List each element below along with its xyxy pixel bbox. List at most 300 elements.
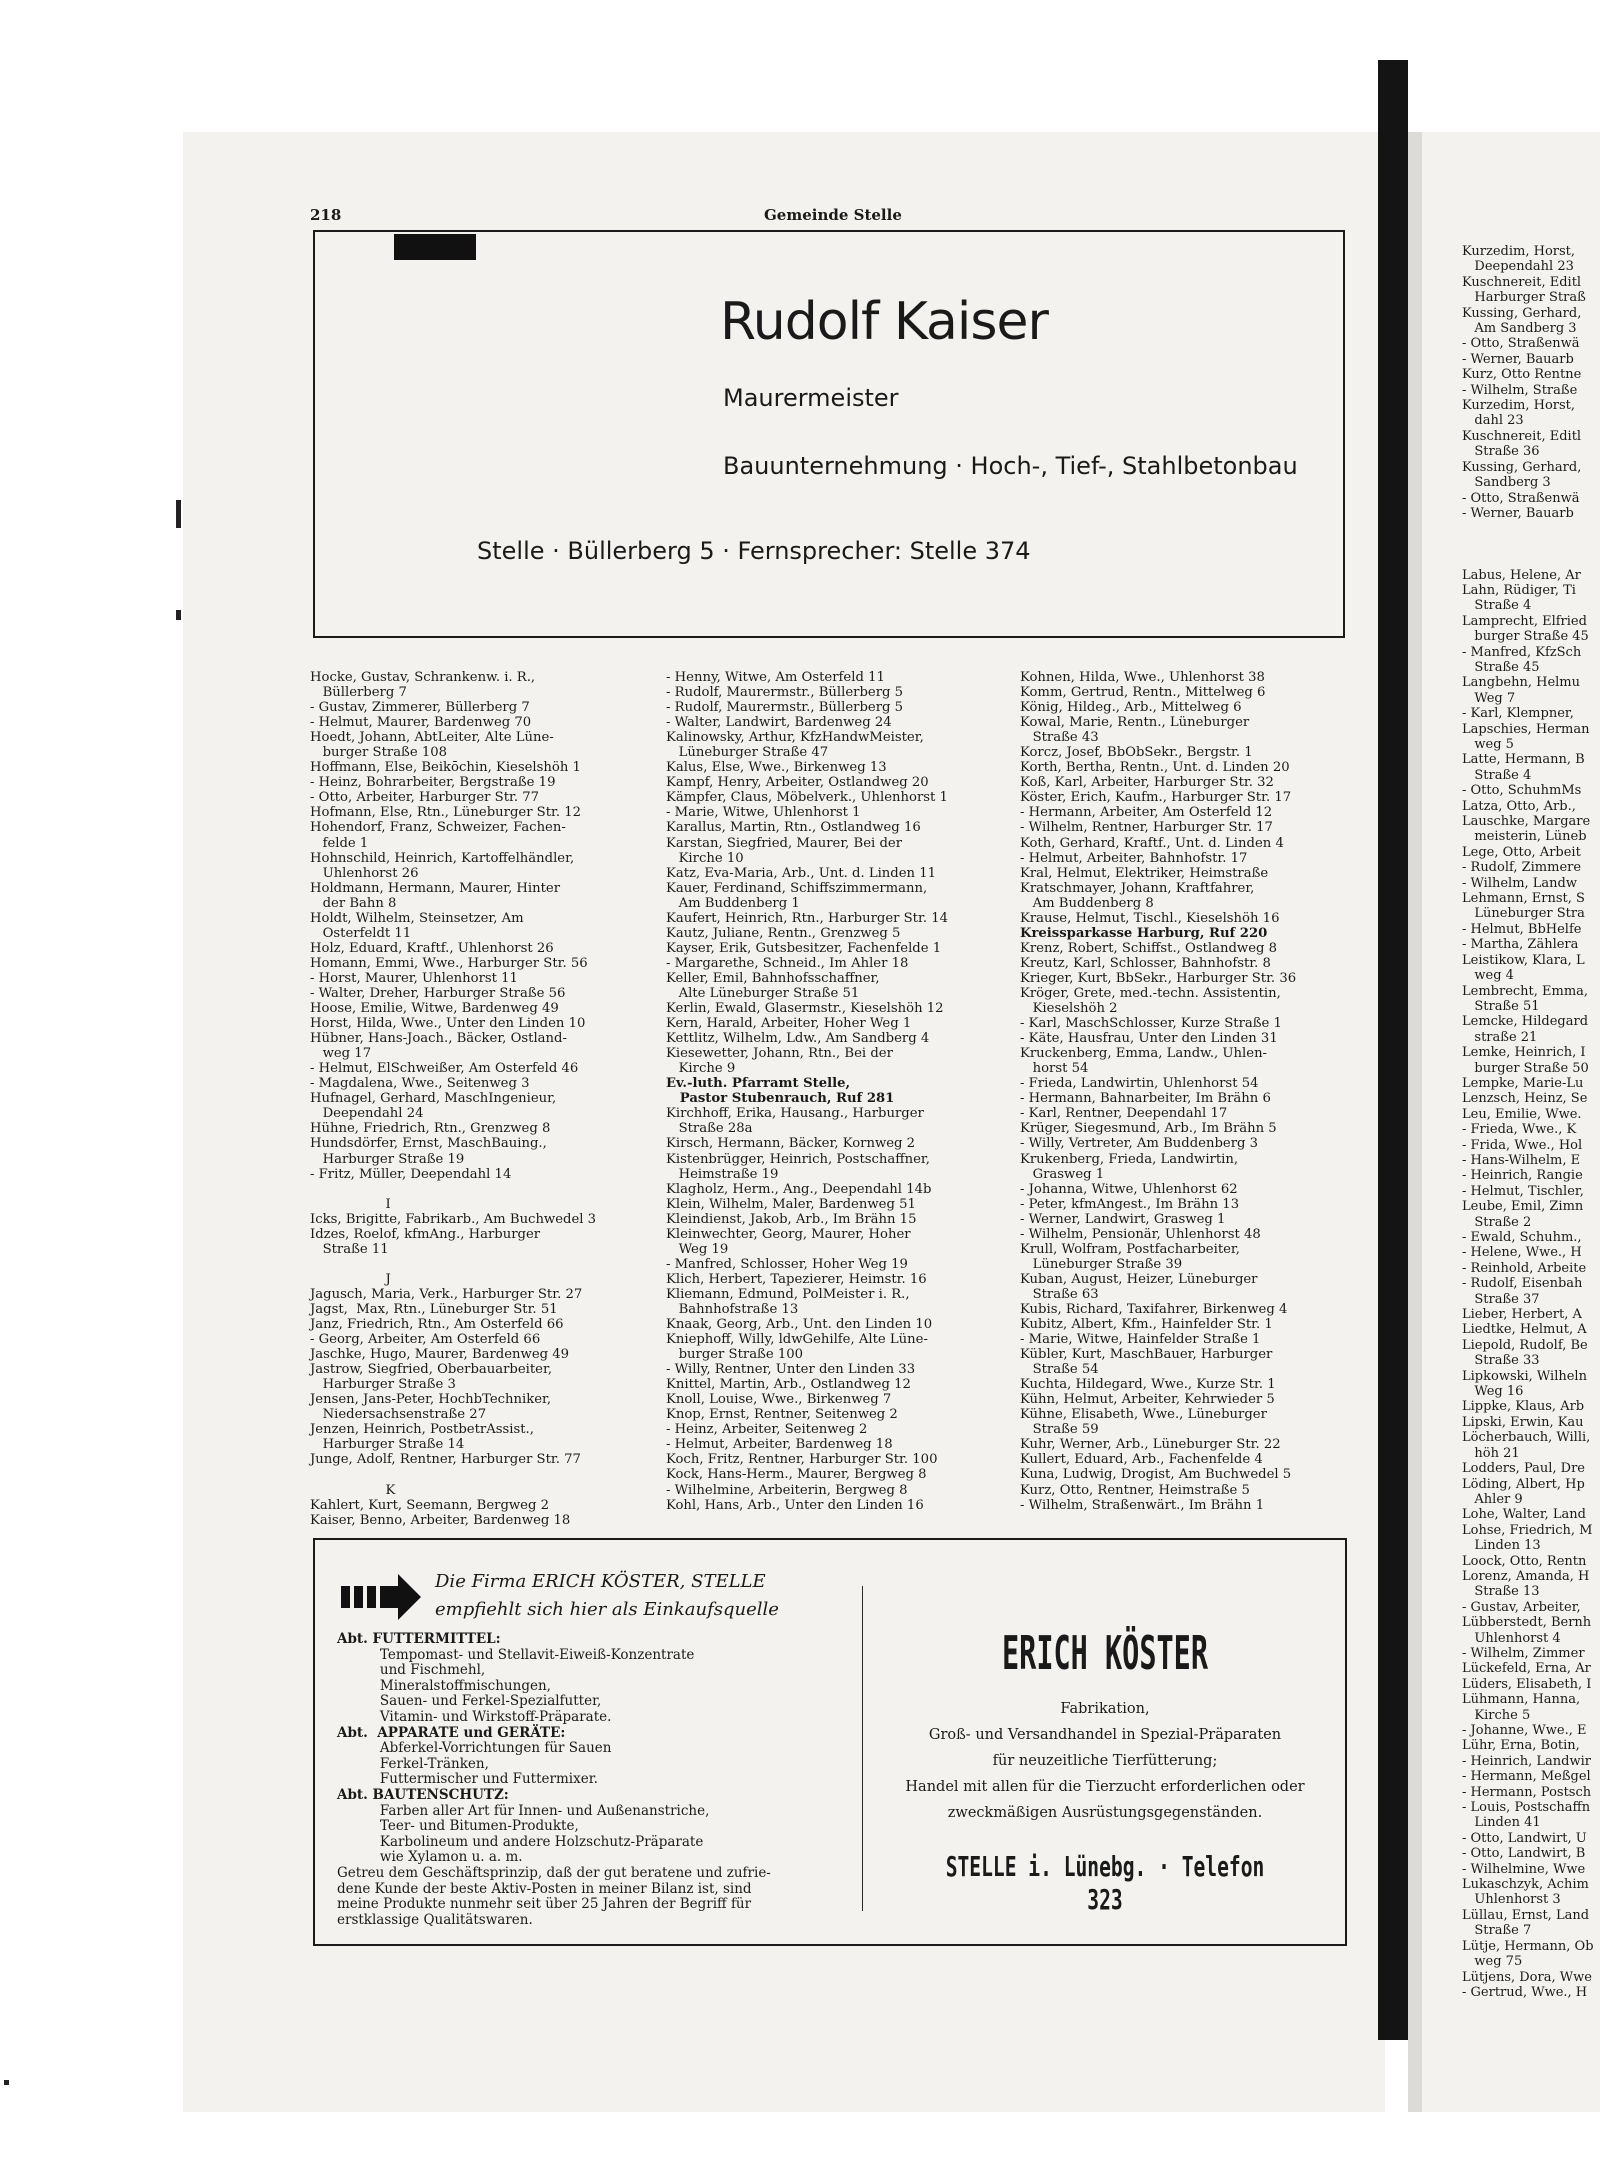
directory-entry: Kalus, Else, Wwe., Birkenweg 13: [666, 760, 887, 776]
directory-entry: - Fritz, Müller, Deependahl 14: [310, 1166, 512, 1182]
directory-entry: Lüneburger Straße 39: [1020, 1256, 1183, 1272]
directory-entry: Krause, Helmut, Tischl., Kieselshöh 16: [1020, 910, 1280, 926]
directory-entry: Kirche 5: [1462, 1707, 1531, 1723]
directory-entry: Kistenbrügger, Heinrich, Postschaffner,: [666, 1151, 930, 1167]
directory-entry: Hufnagel, Gerhard, MaschIngenieur,: [310, 1091, 557, 1107]
directory-entry: - Ewald, Schuhm.,: [1462, 1230, 1582, 1245]
directory-entry: Hübner, Hans-Joach., Bäcker, Ostland-: [310, 1031, 567, 1047]
directory-entry: Hoose, Emilie, Witwe, Bardenweg 49: [310, 1001, 559, 1017]
directory-entry: Kautz, Juliane, Rentn., Grenzweg 5: [666, 925, 901, 941]
directory-entry: Lorenz, Amanda, H: [1462, 1568, 1590, 1584]
directory-entry: Leu, Emilie, Wwe.: [1462, 1106, 1582, 1122]
directory-entry: Kreutz, Karl, Schlosser, Bahnhofstr. 8: [1020, 955, 1271, 971]
directory-entry: Kühn, Helmut, Arbeiter, Kehrwieder 5: [1020, 1392, 1275, 1408]
directory-entry: Kurz, Otto Rentne: [1462, 367, 1582, 383]
directory-entry: Lüllau, Ernst, Land: [1462, 1907, 1590, 1923]
directory-entry: Janz, Friedrich, Rtn., Am Osterfeld 66: [310, 1317, 564, 1333]
directory-entry: Kussing, Gerhard,: [1462, 459, 1582, 475]
directory-entry: Am Sandberg 3: [1462, 321, 1577, 337]
directory-entry: Heimstraße 19: [666, 1166, 779, 1182]
ad-line: Sauen- und Ferkel-Spezialfutter,: [337, 1693, 602, 1710]
directory-entry: Lembrecht, Emma,: [1462, 983, 1589, 999]
directory-entry: - Johanne, Wwe., E: [1462, 1723, 1587, 1738]
directory-entry: Büllerberg 7: [310, 685, 407, 701]
directory-entry: Kral, Helmut, Elektriker, Heimstraße: [1020, 865, 1269, 881]
directory-entry: Korcz, Josef, BbObSekr., Bergstr. 1: [1020, 745, 1253, 761]
ad-line: Tempomast- und Stellavit-Eiweiß-Konzentrate: [337, 1646, 695, 1663]
directory-entry: - Walter, Landwirt, Bardenweg 24: [666, 715, 892, 731]
ad-description-line: Fabrikation,: [1060, 1701, 1150, 1717]
directory-entry: - Wilhelmine, Arbeiterin, Bergweg 8: [666, 1482, 908, 1498]
ad-line: und Fischmehl,: [337, 1662, 486, 1679]
directory-entry: Jastrow, Siegfried, Oberbauarbeiter,: [310, 1362, 553, 1378]
directory-entry: Straße 54: [1020, 1362, 1099, 1378]
ad-line: Abferkel-Vorrichtungen für Sauen: [337, 1740, 612, 1757]
ad-line: Futtermischer und Futtermixer.: [337, 1771, 598, 1788]
ad-koester-name: ERICH KÖSTER: [1001, 1626, 1209, 1680]
directory-column-3: [1020, 670, 1296, 1513]
directory-entry: Krull, Wolfram, Postfacharbeiter,: [1020, 1241, 1240, 1257]
directory-entry: Kohnen, Hilda, Wwe., Uhlenhorst 38: [1020, 670, 1265, 685]
ad-line: Farben aller Art für Innen- und Außenanstriche,: [337, 1802, 710, 1819]
directory-entry: Straße 4: [1462, 598, 1532, 614]
directory-entry: Komm, Gertrud, Rentn., Mittelweg 6: [1020, 685, 1266, 701]
ad-line: meine Produkte nunmehr seit über 25 Jahren der Begriff für: [337, 1896, 752, 1913]
directory-entry: Lüders, Elisabeth, I: [1462, 1676, 1592, 1692]
directory-entry: Lühr, Erna, Botin,: [1462, 1738, 1580, 1754]
directory-entry: Harburger Straße 3: [310, 1377, 456, 1393]
directory-entry: - Karl, Rentner, Deependahl 17: [1020, 1106, 1228, 1122]
directory-entry: - Manfred, KfzSch: [1462, 644, 1582, 660]
directory-entry: Köster, Erich, Kaufm., Harburger Str. 17: [1020, 790, 1292, 806]
ad-intro-line: Die Firma ERICH KÖSTER, STELLE: [435, 1571, 766, 1592]
ad-line: Vitamin- und Wirkstoff-Präparate.: [337, 1708, 612, 1725]
ad-address: Stelle · Büllerberg 5 · Fernsprecher: Stelle 374: [477, 537, 1031, 565]
directory-entry: Löcherbauch, Willi,: [1462, 1430, 1591, 1446]
directory-entry: Knittel, Martin, Arb., Ostlandweg 12: [666, 1377, 911, 1393]
directory-entry: [1462, 552, 1594, 567]
directory-entry: Harburger Straß: [1462, 290, 1586, 306]
directory-entry: Harburger Straße 19: [310, 1151, 465, 1167]
directory-entry: Osterfeldt 11: [310, 925, 412, 941]
directory-entry: Uhlenhorst 26: [310, 865, 419, 881]
directory-entry: Grasweg 1: [1020, 1166, 1105, 1182]
directory-entry: Straße 2: [1462, 1214, 1532, 1230]
directory-entry: - Reinhold, Arbeite: [1462, 1260, 1587, 1276]
directory-entry: Jagst, Max, Rtn., Lüneburger Str. 51: [310, 1301, 558, 1317]
ad-line: dene Kunde der beste Aktiv-Posten in meiner Bilanz ist, sind: [337, 1880, 752, 1897]
directory-entry: höh 21: [1462, 1445, 1520, 1461]
directory-entry: Kniephoff, Willy, ldwGehilfe, Alte Lüne-: [666, 1332, 928, 1348]
directory-entry: - Käte, Hausfrau, Unter den Linden 31: [1020, 1031, 1278, 1047]
directory-entry: - Heinz, Arbeiter, Seitenweg 2: [666, 1422, 868, 1438]
directory-column-2: [666, 670, 948, 1513]
directory-entry: Liedtke, Helmut, A: [1462, 1322, 1587, 1338]
directory-entry: - Wilhelm, Pensionär, Uhlenhorst 48: [1020, 1226, 1261, 1242]
advertisement-koester: [313, 1538, 1347, 1946]
directory-entry: Kayser, Erik, Gutsbesitzer, Fachenfelde 1: [666, 940, 942, 956]
directory-entry: - Gustav, Zimmerer, Büllerberg 7: [310, 700, 530, 716]
directory-entry: Latte, Hermann, B: [1462, 752, 1585, 768]
directory-entry: [1462, 521, 1594, 536]
directory-entry: - Hermann, Meßgel: [1462, 1769, 1591, 1785]
edge-mark: [4, 2080, 9, 2085]
directory-entry: - Willy, Vertreter, Am Buddenberg 3: [1020, 1136, 1259, 1152]
directory-entry: Knop, Ernst, Rentner, Seitenweg 2: [666, 1407, 898, 1423]
directory-entry: felde 1: [310, 835, 369, 851]
directory-entry: Lenzsch, Heinz, Se: [1462, 1091, 1588, 1107]
directory-entry: Horst, Hilda, Wwe., Unter den Linden 10: [310, 1016, 586, 1032]
directory-entry: - Margarethe, Schneid., Im Ahler 18: [666, 955, 909, 971]
directory-entry: - Hermann, Bahnarbeiter, Im Brähn 6: [1020, 1091, 1271, 1107]
directory-entry: Hoedt, Johann, AbtLeiter, Alte Lüne-: [310, 730, 554, 746]
directory-entry: Kieselshöh 2: [1020, 1001, 1118, 1017]
directory-entry: Kurzedim, Horst,: [1462, 398, 1580, 414]
directory-entry: - Martha, Zählera: [1462, 937, 1579, 953]
directory-entry: - Wilhelmine, Wwe: [1462, 1861, 1586, 1877]
directory-entry: Kaufert, Heinrich, Rtn., Harburger Str. 14: [666, 910, 948, 926]
directory-entry: Jaschke, Hugo, Maurer, Bardenweg 49: [310, 1347, 570, 1363]
directory-entry: Klein, Wilhelm, Maler, Bardenweg 51: [666, 1196, 916, 1212]
directory-entry: Kliemann, Edmund, PolMeister i. R.,: [666, 1286, 910, 1302]
directory-entry: Straße 7: [1462, 1923, 1532, 1939]
directory-entry: Lukaschzyk, Achim: [1462, 1877, 1589, 1893]
edge-mark: [176, 610, 181, 620]
directory-entry: - Heinz, Bohrarbeiter, Bergstraße 19: [310, 775, 556, 791]
directory-entry: Hofmann, Else, Rtn., Lüneburger Str. 12: [310, 805, 582, 821]
directory-entry: Kirche 10: [666, 850, 744, 866]
directory-entry: - Heinrich, Landwir: [1462, 1753, 1591, 1769]
directory-entry: burger Straße 108: [310, 745, 448, 761]
ad-line: Abt. FUTTERMITTEL:: [337, 1631, 501, 1647]
directory-entry: J: [310, 1271, 391, 1287]
directory-entry: horst 54: [1020, 1061, 1089, 1077]
directory-entry: Karstan, Siegfried, Maurer, Bei der: [666, 835, 903, 851]
directory-entry: Junge, Adolf, Rentner, Harburger Str. 77: [310, 1452, 581, 1468]
ad-description-line: zweckmäßigen Ausrüstungsgegenständen.: [947, 1805, 1263, 1821]
directory-entry: Kirsch, Hermann, Bäcker, Kornweg 2: [666, 1136, 916, 1152]
directory-entry: Kühne, Elisabeth, Wwe., Lüneburger: [1020, 1407, 1267, 1423]
directory-entry: Kullert, Eduard, Arb., Fachenfelde 4: [1020, 1452, 1263, 1468]
directory-entry: Jenzen, Heinrich, PostbetrAssist.,: [310, 1422, 534, 1438]
directory-entry: - Frieda, Landwirtin, Uhlenhorst 54: [1020, 1076, 1259, 1092]
directory-entry: Kohl, Hans, Arb., Unter den Linden 16: [666, 1497, 924, 1513]
directory-entry: Homann, Emmi, Wwe., Harburger Str. 56: [310, 955, 588, 971]
directory-entry: Bahnhofstraße 13: [666, 1301, 799, 1317]
directory-entry: Lapschies, Herman: [1462, 721, 1590, 737]
directory-entry: - Peter, kfmAngest., Im Brähn 13: [1020, 1196, 1240, 1212]
directory-entry: der Bahn 8: [310, 895, 397, 911]
directory-entry: - Horst, Maurer, Uhlenhorst 11: [310, 970, 518, 986]
directory-entry: Straße 36: [1462, 444, 1540, 460]
directory-entry: - Gustav, Arbeiter,: [1462, 1599, 1581, 1615]
directory-entry: Lippke, Klaus, Arb: [1462, 1399, 1585, 1415]
directory-entry: [310, 1182, 596, 1197]
directory-entry: burger Straße 100: [666, 1347, 804, 1363]
directory-entry: Knoll, Louise, Wwe., Birkenweg 7: [666, 1392, 892, 1408]
directory-entry: Lütjens, Dora, Wwe: [1462, 1969, 1592, 1985]
directory-entry: Icks, Brigitte, Fabrikarb., Am Buchwedel 3: [310, 1211, 597, 1227]
directory-entry: - Hans-Wilhelm, E: [1462, 1152, 1581, 1168]
directory-entry: Lohe, Walter, Land: [1462, 1507, 1586, 1523]
directory-entry: Korth, Bertha, Rentn., Unt. d. Linden 20: [1020, 760, 1290, 776]
directory-entry: Alte Lüneburger Straße 51: [666, 985, 860, 1001]
directory-entry: Am Buddenberg 8: [1020, 895, 1154, 911]
directory-entry: Deependahl 24: [310, 1106, 424, 1122]
directory-entry: Straße 13: [1462, 1584, 1540, 1600]
directory-entry: Loock, Otto, Rentn: [1462, 1553, 1587, 1569]
directory-entry: Leube, Emil, Zimn: [1462, 1199, 1584, 1215]
directory-entry: - Marie, Witwe, Uhlenhorst 1: [666, 805, 861, 821]
ad-line: Abt. APPARATE und GERÄTE:: [337, 1724, 566, 1741]
directory-entry: Lemcke, Hildegard: [1462, 1014, 1589, 1030]
directory-entry: - Karl, Klempner,: [1462, 706, 1574, 722]
directory-entry: Kleindienst, Jakob, Arb., Im Brähn 15: [666, 1211, 917, 1227]
directory-column-1: [310, 670, 596, 1528]
directory-entry: Kuban, August, Heizer, Lüneburger: [1020, 1271, 1258, 1287]
ad-koester-description: [863, 1696, 1347, 1826]
ad-line: Teer- und Bitumen-Produkte,: [337, 1818, 579, 1835]
directory-entry: - Frida, Wwe., Hol: [1462, 1137, 1583, 1153]
directory-entry: - Hermann, Postsch: [1462, 1784, 1592, 1800]
directory-entry: Niedersachsenstraße 27: [310, 1407, 487, 1423]
directory-entry: Straße 37: [1462, 1291, 1540, 1307]
directory-entry: Hocke, Gustav, Schrankenw. i. R.,: [310, 670, 536, 685]
directory-entry: Krenz, Robert, Schiffst., Ostlandweg 8: [1020, 940, 1278, 956]
directory-entry: - Werner, Landwirt, Grasweg 1: [1020, 1211, 1226, 1227]
directory-entry: Labus, Helene, Ar: [1462, 567, 1581, 583]
directory-entry: Kiesewetter, Johann, Rtn., Bei der: [666, 1046, 893, 1062]
directory-entry: Löding, Albert, Hp: [1462, 1476, 1585, 1492]
directory-entry: Holdt, Wilhelm, Steinsetzer, Am: [310, 910, 524, 926]
directory-entry: Krukenberg, Frieda, Landwirtin,: [1020, 1151, 1239, 1167]
ad-line: wie Xylamon u. a. m.: [337, 1849, 523, 1866]
directory-entry: - Helmut, Maurer, Bardenweg 70: [310, 715, 532, 731]
ad-line: Ferkel-Tränken,: [337, 1755, 489, 1772]
directory-entry: - Magdalena, Wwe., Seitenweg 3: [310, 1076, 530, 1092]
directory-entry: - Wilhelm, Zimmer: [1462, 1645, 1585, 1661]
directory-entry: - Helene, Wwe., H: [1462, 1245, 1582, 1261]
directory-entry: Am Buddenberg 1: [666, 895, 800, 911]
ad-line: erstklassige Qualitätswaren.: [337, 1911, 533, 1928]
directory-entry: - Louis, Postschaffn: [1462, 1800, 1591, 1816]
directory-entry: Kuchta, Hildegard, Wwe., Kurze Str. 1: [1020, 1377, 1276, 1393]
directory-entry: - Karl, MaschSchlosser, Kurze Straße 1: [1020, 1016, 1282, 1032]
directory-entry: - Rudolf, Zimmere: [1462, 860, 1582, 876]
directory-entry: Lempke, Marie-Lu: [1462, 1075, 1584, 1091]
directory-entry: Hohnschild, Heinrich, Kartoffelhändler,: [310, 850, 575, 866]
directory-entry: Lüneburger Stra: [1462, 906, 1585, 922]
directory-entry: - Heinrich, Rangie: [1462, 1168, 1583, 1184]
directory-entry: Straße 51: [1462, 998, 1540, 1014]
directory-entry: Ev.-luth. Pfarramt Stelle,: [666, 1076, 851, 1092]
directory-entry: Kussing, Gerhard,: [1462, 305, 1582, 321]
directory-entry: Klich, Herbert, Tapezierer, Heimstr. 16: [666, 1271, 927, 1287]
directory-entry: - Helmut, Arbeiter, Bardenweg 18: [666, 1437, 893, 1453]
directory-entry: straße 21: [1462, 1029, 1538, 1045]
directory-entry: Kubis, Richard, Taxifahrer, Birkenweg 4: [1020, 1301, 1288, 1317]
directory-entry: Kauer, Ferdinand, Schiffszimmermann,: [666, 880, 928, 896]
directory-entry: Holdmann, Hermann, Maurer, Hinter: [310, 880, 561, 896]
directory-entry: Jagusch, Maria, Verk., Harburger Str. 27: [310, 1286, 583, 1302]
directory-entry: Kampf, Henry, Arbeiter, Ostlandweg 20: [666, 775, 929, 791]
directory-entry: [310, 1467, 596, 1482]
directory-entry: burger Straße 45: [1462, 629, 1589, 645]
directory-entry: - Werner, Bauarb: [1462, 351, 1574, 367]
directory-entry: Kowal, Marie, Rentn., Lüneburger: [1020, 715, 1250, 731]
ad-trade: Maurermeister: [723, 384, 899, 412]
directory-entry: Kock, Hans-Herm., Maurer, Bergweg 8: [666, 1467, 927, 1483]
directory-entry: Straße 4: [1462, 767, 1532, 783]
directory-entry: - Frieda, Wwe., K: [1462, 1122, 1577, 1138]
directory-entry: Lamprecht, Elfried: [1462, 613, 1587, 629]
next-page-fragment: [1422, 132, 1600, 2112]
directory-entry: - Otto, SchuhmMs: [1462, 783, 1582, 799]
directory-entry: Hoffmann, Else, Beikōchin, Kieselshöh 1: [310, 760, 581, 776]
directory-entry: - Georg, Arbeiter, Am Osterfeld 66: [310, 1332, 541, 1348]
directory-entry: Lückefeld, Erna, Ar: [1462, 1661, 1591, 1677]
ad-intro-line: empfiehlt sich hier als Einkaufsquelle: [435, 1599, 779, 1620]
directory-entry: Klagholz, Herm., Ang., Deependahl 14b: [666, 1181, 932, 1197]
directory-entry: - Walter, Dreher, Harburger Straße 56: [310, 985, 566, 1001]
directory-entry: König, Hildeg., Arb., Mittelweg 6: [1020, 700, 1242, 716]
directory-entry: Kuschnereit, Editl: [1462, 428, 1582, 444]
directory-entry: K: [310, 1482, 396, 1498]
directory-entry: burger Straße 50: [1462, 1060, 1589, 1076]
directory-entry: Straße 43: [1020, 730, 1099, 746]
directory-entry: Leistikow, Klara, L: [1462, 952, 1585, 968]
ad-line: Getreu dem Geschäftsprinzip, daß der gut beratene und zufrie-: [337, 1864, 771, 1881]
directory-entry: Lieber, Herbert, A: [1462, 1307, 1582, 1323]
directory-entry: - Rudolf, Maurermstr., Büllerberg 5: [666, 685, 904, 701]
directory-entry: Lodders, Paul, Dre: [1462, 1461, 1585, 1477]
directory-entry: Weg 16: [1462, 1384, 1524, 1400]
directory-entry: Kubitz, Albert, Kfm., Hainfelder Str. 1: [1020, 1317, 1273, 1333]
directory-entry: Kuna, Ludwig, Drogist, Am Buchwedel 5: [1020, 1467, 1292, 1483]
directory-entry: Latza, Otto, Arb.,: [1462, 798, 1576, 814]
ad-company-name: Rudolf Kaiser: [720, 292, 1048, 352]
directory-entry: Koß, Karl, Arbeiter, Harburger Str. 32: [1020, 775, 1274, 791]
directory-entry: dahl 23: [1462, 413, 1524, 429]
edge-mark: [176, 500, 181, 528]
directory-entry: - Otto, Straßenwä: [1462, 336, 1580, 352]
directory-entry: - Otto, Landwirt, B: [1462, 1846, 1586, 1862]
directory-entry: Weg 7: [1462, 690, 1516, 706]
directory-entry: Hühne, Friedrich, Rtn., Grenzweg 8: [310, 1121, 551, 1137]
directory-entry: weg 4: [1462, 968, 1514, 984]
directory-entry: Lohse, Friedrich, M: [1462, 1522, 1593, 1538]
directory-entry: Jensen, Jans-Peter, HochbTechniker,: [310, 1392, 552, 1408]
directory-entry: Linden 13: [1462, 1538, 1541, 1554]
directory-entry: Langbehn, Helmu: [1462, 675, 1580, 691]
directory-entry: Kurz, Otto, Rentner, Heimstraße 5: [1020, 1482, 1250, 1498]
directory-entry: Keller, Emil, Bahnhofsschaffner,: [666, 970, 880, 986]
directory-entry: Pastor Stubenrauch, Ruf 281: [666, 1091, 895, 1107]
directory-entry: Lühmann, Hanna,: [1462, 1692, 1581, 1708]
directory-entry: - Johanna, Witwe, Uhlenhorst 62: [1020, 1181, 1238, 1197]
directory-entry: Straße 59: [1020, 1422, 1099, 1438]
directory-entry: Lehmann, Ernst, S: [1462, 891, 1585, 907]
directory-entry: Sandberg 3: [1462, 475, 1551, 491]
directory-entry: Kerlin, Ewald, Glasermstr., Kieselshöh 12: [666, 1001, 944, 1017]
directory-entry: Kuhr, Werner, Arb., Lüneburger Str. 22: [1020, 1437, 1281, 1453]
directory-entry: Hohendorf, Franz, Schweizer, Fachen-: [310, 820, 566, 836]
directory-entry: Straße 63: [1020, 1286, 1099, 1302]
directory-entry: - Willy, Rentner, Unter den Linden 33: [666, 1362, 916, 1378]
directory-entry: Kleinwechter, Georg, Maurer, Hoher: [666, 1226, 911, 1242]
directory-entry: Holz, Eduard, Kraftf., Uhlenhorst 26: [310, 940, 554, 956]
ad-black-tab: [394, 234, 476, 260]
directory-entry: - Henny, Witwe, Am Osterfeld 11: [666, 670, 885, 685]
directory-entry: - Wilhelm, Straßenwärt., Im Brähn 1: [1020, 1497, 1265, 1513]
ad-description-line: für neuzeitliche Tierfütterung;: [992, 1753, 1218, 1769]
directory-entry: Straße 11: [310, 1241, 389, 1257]
directory-entry: - Wilhelm, Straße: [1462, 382, 1578, 398]
directory-entry: [310, 1257, 596, 1272]
directory-entry: Kreissparkasse Harburg, Ruf 220: [1020, 925, 1268, 941]
directory-entry: Idzes, Roelof, kfmAng., Harburger: [310, 1226, 541, 1242]
directory-entry: Lemke, Heinrich, I: [1462, 1045, 1586, 1061]
directory-entry: Lahn, Rüdiger, Ti: [1462, 582, 1576, 598]
directory-entry: - Gertrud, Wwe., H: [1462, 1984, 1588, 2000]
arrow-icon: [341, 1574, 421, 1620]
directory-entry: - Wilhelm, Rentner, Harburger Str. 17: [1020, 820, 1273, 836]
directory-entry: Uhlenhorst 3: [1462, 1892, 1561, 1908]
directory-entry: Kirche 9: [666, 1061, 736, 1077]
directory-entry: Kalinowsky, Arthur, KfzHandwMeister,: [666, 730, 924, 746]
directory-entry: - Otto, Straßenwä: [1462, 490, 1580, 506]
directory-entry: Lüneburger Straße 47: [666, 745, 829, 761]
directory-entry: Kratschmayer, Johann, Kraftfahrer,: [1020, 880, 1255, 896]
directory-entry: Kurzedim, Horst,: [1462, 244, 1576, 259]
ad-line: Abt. BAUTENSCHUTZ:: [337, 1786, 509, 1803]
directory-entry: Kruckenberg, Emma, Landw., Uhlen-: [1020, 1046, 1268, 1062]
directory-entry: Koth, Gerhard, Kraftf., Unt. d. Linden 4: [1020, 835, 1284, 851]
directory-entry: Lipkowski, Wilheln: [1462, 1368, 1587, 1384]
directory-entry: - Helmut, Arbeiter, Bahnhofstr. 17: [1020, 850, 1248, 866]
ad-description-line: Groß- und Versandhandel in Spezial-Präparaten: [928, 1727, 1282, 1743]
directory-entry: Liepold, Rudolf, Be: [1462, 1337, 1588, 1353]
directory-entry: Krieger, Kurt, BbSekr., Harburger Str. 36: [1020, 970, 1297, 986]
directory-entry: Lübberstedt, Bernh: [1462, 1615, 1592, 1631]
directory-entry: Kern, Harald, Arbeiter, Hoher Weg 1: [666, 1016, 912, 1032]
directory-entry: Lauschke, Margare: [1462, 814, 1591, 830]
directory-entry: Lipski, Erwin, Kau: [1462, 1414, 1584, 1430]
page-title: Gemeinde Stelle: [764, 206, 902, 224]
next-page-column: [1462, 244, 1594, 2000]
ad-description-line: Handel mit allen für die Tierzucht erforderlichen oder: [905, 1779, 1305, 1795]
directory-entry: - Helmut, BbHelfe: [1462, 921, 1582, 937]
page-gutter: [1408, 132, 1422, 2112]
directory-entry: Ahler 9: [1462, 1491, 1523, 1507]
directory-entry: Weg 19: [666, 1241, 729, 1257]
directory-entry: - Helmut, ElSchweißer, Am Osterfeld 46: [310, 1061, 579, 1077]
ad-product-list: [337, 1632, 771, 1928]
directory-entry: - Werner, Bauarb: [1462, 505, 1574, 521]
directory-entry: weg 75: [1462, 1954, 1523, 1970]
directory-entry: - Helmut, Tischler,: [1462, 1183, 1584, 1199]
directory-entry: [1462, 537, 1594, 552]
directory-entry: weg 17: [310, 1046, 372, 1062]
directory-entry: - Marie, Witwe, Hainfelder Straße 1: [1020, 1332, 1261, 1348]
directory-entry: Krüger, Siegesmund, Arb., Im Brähn 5: [1020, 1121, 1277, 1137]
directory-entry: Kröger, Grete, med.-techn. Assistentin,: [1020, 985, 1281, 1001]
directory-entry: weg 5: [1462, 737, 1514, 752]
directory-entry: - Rudolf, Eisenbah: [1462, 1276, 1583, 1292]
directory-entry: Kämpfer, Claus, Möbelverk., Uhlenhorst 1: [666, 790, 948, 806]
directory-entry: Deependahl 23: [1462, 259, 1574, 275]
advertisement-kaiser: [313, 230, 1345, 638]
